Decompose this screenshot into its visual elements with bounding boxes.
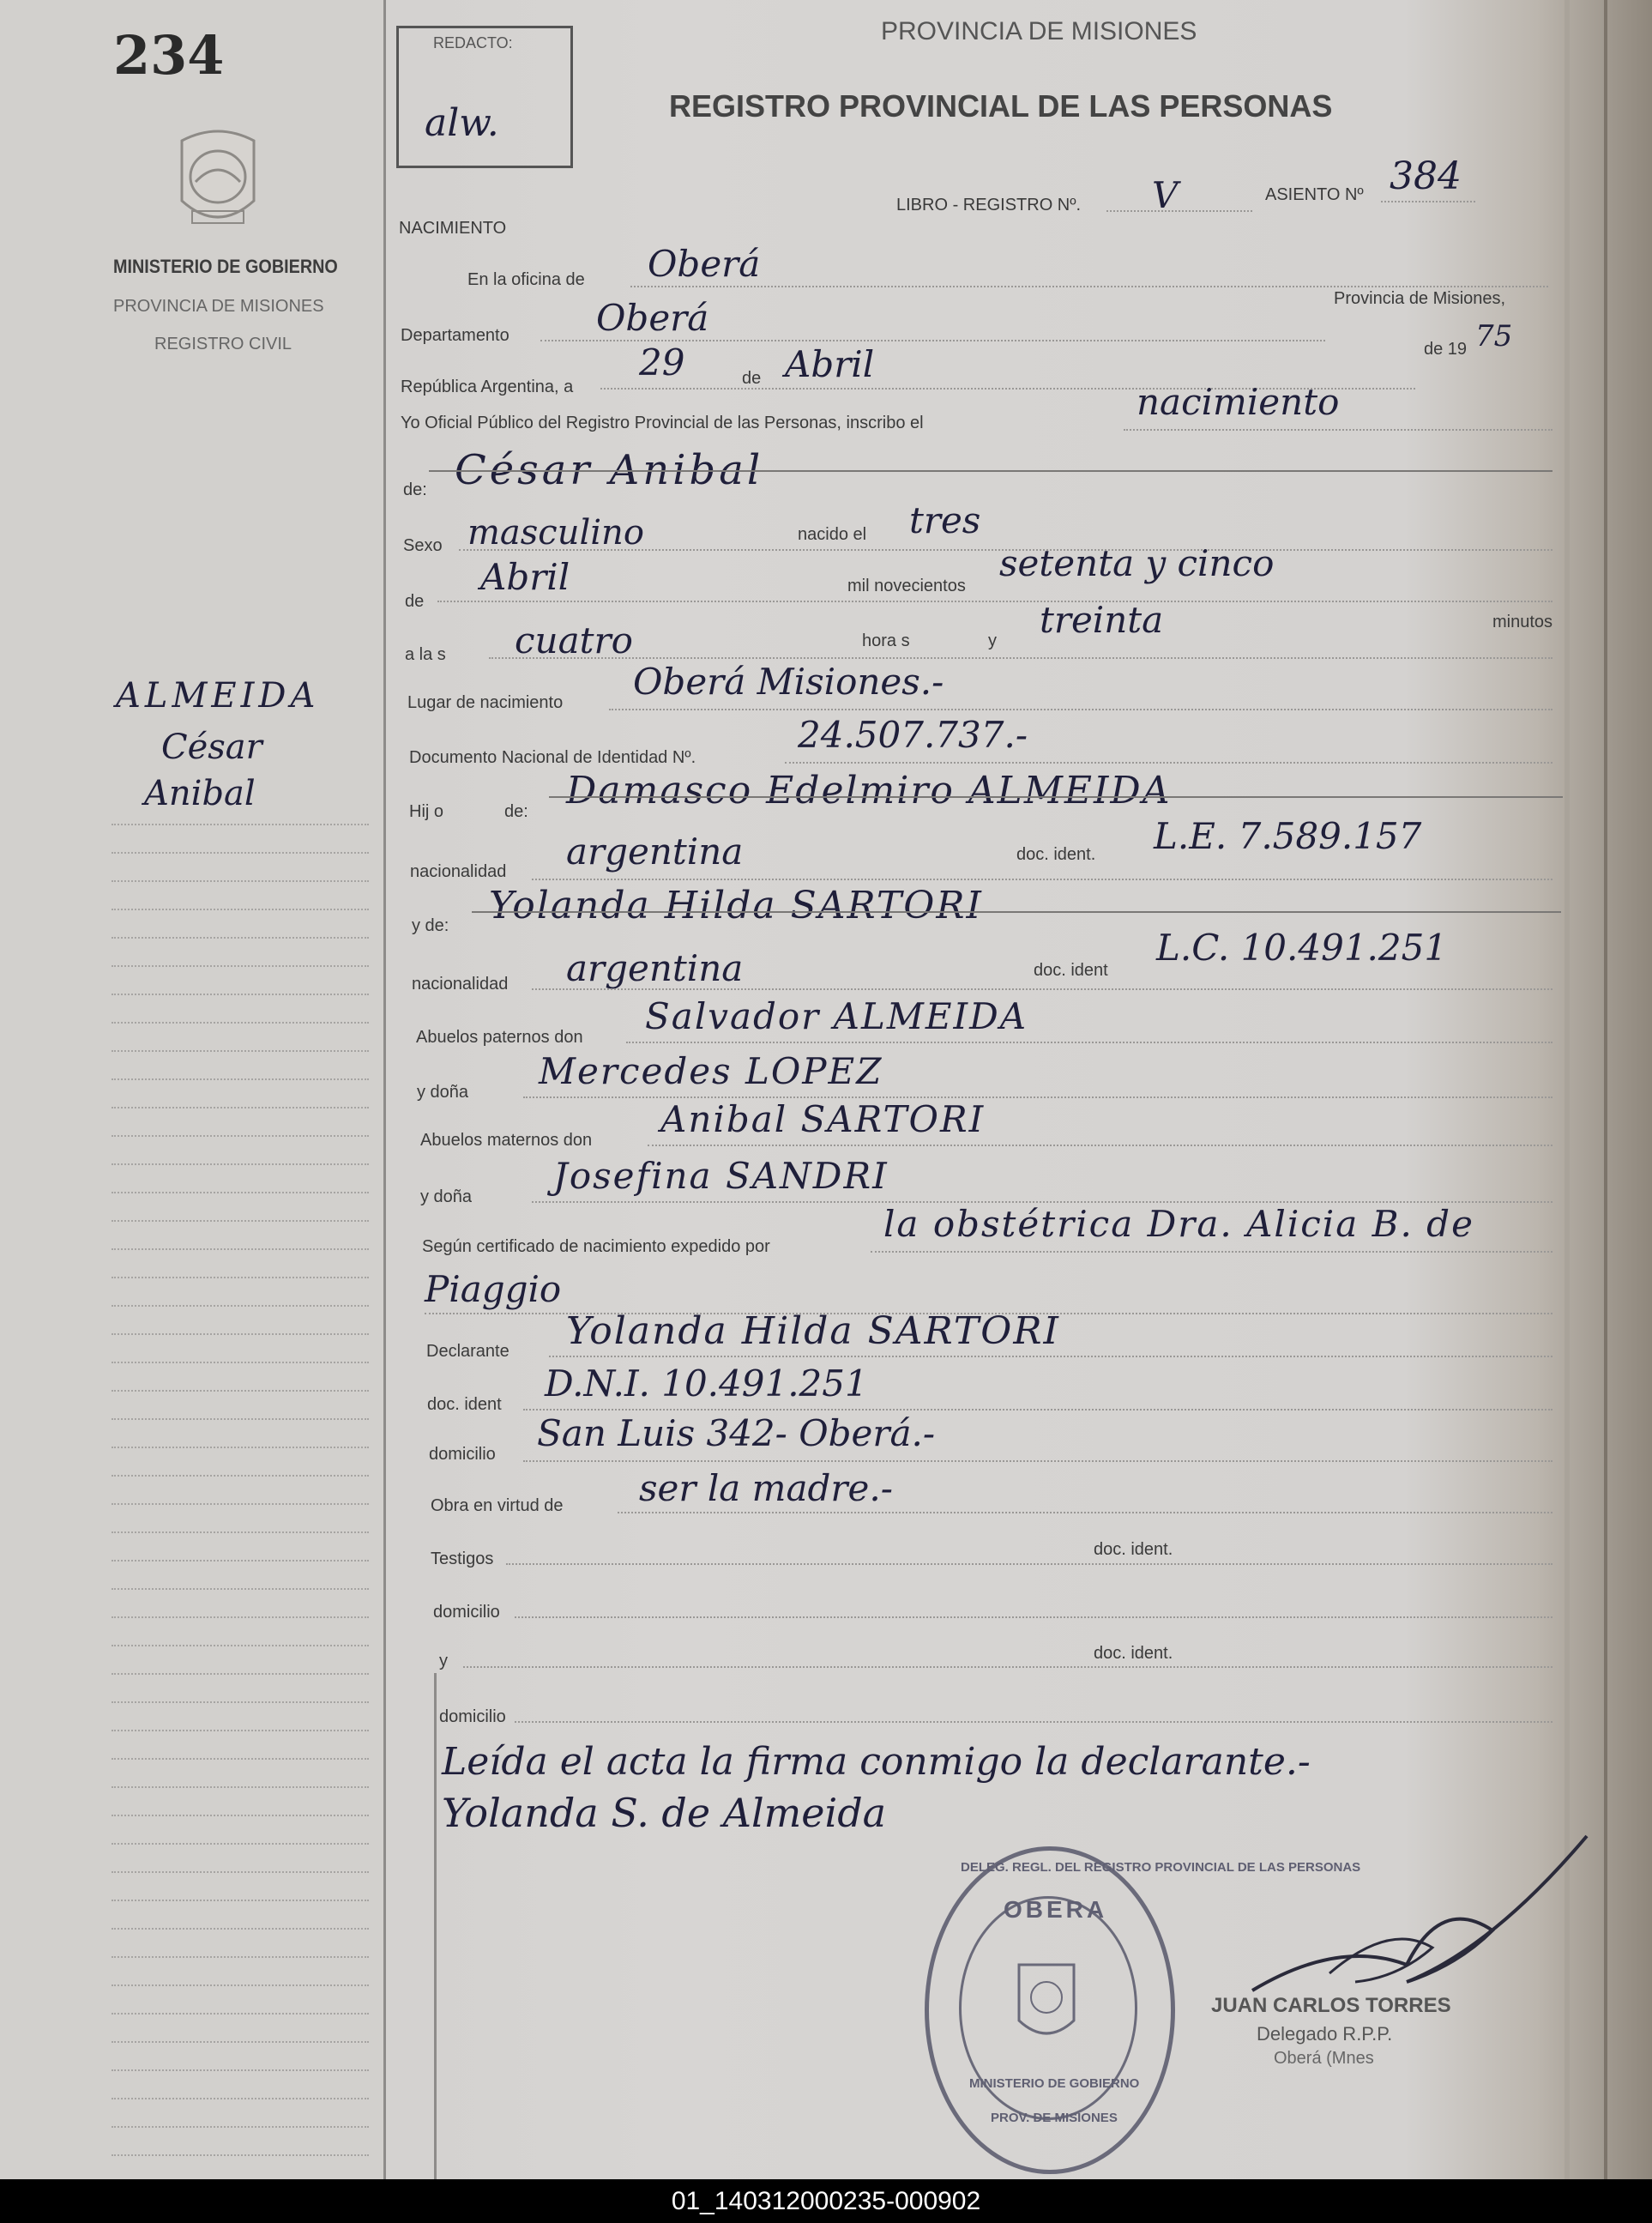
margin-ruled-line	[112, 1871, 369, 1873]
domicilio3-label: domicilio	[439, 1707, 506, 1726]
y-label: y	[988, 631, 997, 650]
oficina-label: En la oficina de	[467, 270, 585, 289]
margin-ruled-line	[112, 1163, 369, 1165]
departamento-label: Departamento	[401, 326, 509, 345]
dia-value: 29	[639, 341, 685, 384]
margin-ruled-line	[112, 1531, 369, 1533]
de2-label: de:	[403, 480, 427, 499]
margin-ruled-line	[112, 1730, 369, 1731]
docid-testigo-label: doc. ident.	[1094, 1540, 1173, 1559]
margin-ruled-line	[112, 1248, 369, 1250]
asiento-value: 384	[1390, 154, 1462, 198]
abuela-paterna: Mercedes LOPEZ	[539, 1050, 883, 1092]
nacido-dia: tres	[909, 499, 981, 541]
margin-ruled-line	[112, 1050, 369, 1052]
padre-nacionalidad: argentina	[566, 831, 744, 873]
stamp-crest-icon	[1012, 1956, 1081, 2051]
testigos-label: Testigos	[431, 1549, 494, 1568]
margin-ruled-line	[112, 2098, 369, 2099]
lugar-value: Oberá Misiones.-	[633, 661, 944, 703]
minutos-value: treinta	[1040, 599, 1164, 641]
padre-doc: L.E. 7.589.157	[1154, 815, 1422, 857]
record-type: NACIMIENTO	[399, 219, 507, 238]
acto-value: nacimiento	[1137, 381, 1340, 423]
margin-ruled-line	[112, 2013, 369, 2015]
margin-ruled-line	[112, 880, 369, 882]
hijo-de-label: de:	[504, 802, 528, 821]
margin-ruled-line	[112, 1220, 369, 1222]
footer-image-id: 01_140312000235-000902	[0, 2179, 1652, 2223]
de-label: de	[742, 369, 762, 388]
margin-ruled-line	[112, 1701, 369, 1703]
margin-ruled-line	[112, 2069, 369, 2071]
margin-ruled-line	[112, 1928, 369, 1930]
closing-signature: Yolanda S. de Almeida	[442, 1790, 887, 1836]
yde-label: y de:	[412, 916, 449, 935]
oficina-value: Oberá	[648, 243, 761, 285]
page-number: 234	[113, 24, 225, 87]
departamento-value: Oberá	[596, 297, 709, 339]
margin-ruled-line	[112, 1588, 369, 1590]
docid-madre-label: doc. ident	[1034, 961, 1108, 980]
margin-ruled-line	[112, 1078, 369, 1080]
libro-value: V	[1152, 174, 1179, 216]
margin-ruled-line	[112, 1447, 369, 1448]
declarante-doc: D.N.I. 10.491.251	[545, 1362, 868, 1404]
hijo-label: Hij o	[409, 802, 444, 821]
minutos-label: minutos	[1492, 613, 1553, 631]
dni-value: 24.507.737.-	[798, 714, 1028, 756]
margin-ruled-line	[112, 1277, 369, 1278]
padre-value: Damasco Edelmiro ALMEIDA	[566, 769, 1172, 812]
docid-padre-label: doc. ident.	[1016, 845, 1096, 864]
segun-label: Según certificado de nacimiento expedido por	[422, 1237, 770, 1256]
de3-label: de	[405, 592, 425, 611]
segun-value: la obstétrica Dra. Alicia B. de	[883, 1203, 1474, 1245]
header-province: PROVINCIA DE MISIONES	[881, 17, 1197, 45]
margin-ruled-line	[112, 1333, 369, 1335]
segun-value-2: Piaggio	[425, 1268, 562, 1310]
republica-label: República Argentina, a	[401, 378, 574, 396]
alas-label: a la s	[405, 645, 446, 664]
margin-ruled-line	[112, 1135, 369, 1137]
margin-ruled-line	[112, 937, 369, 939]
margin-ruled-line	[112, 1900, 369, 1901]
margin-column	[0, 0, 383, 2179]
declarante-value: Yolanda Hilda SARTORI	[566, 1309, 1060, 1353]
stamp-ministerio: MINISTERIO DE GOBIERNO	[969, 2076, 1140, 2091]
abuelo-paterno: Salvador ALMEIDA	[645, 995, 1028, 1037]
nombre-value: César Anibal	[455, 446, 764, 494]
margin-ruled-line	[112, 1560, 369, 1562]
madre-doc: L.C. 10.491.251	[1156, 927, 1448, 969]
dni-label: Documento Nacional de Identidad Nº.	[409, 748, 696, 767]
y2-label: y	[439, 1652, 448, 1670]
margin-ruled-line	[112, 1107, 369, 1108]
province-label: PROVINCIA DE MISIONES	[113, 297, 324, 316]
asiento-label: ASIENTO Nº	[1265, 185, 1364, 204]
redacto-label: REDACTO:	[433, 34, 513, 51]
obra-label: Obra en virtud de	[431, 1496, 564, 1515]
ydona-paterna-label: y doña	[417, 1083, 469, 1102]
margin-name-1: César	[161, 728, 262, 767]
oficial-label: Yo Oficial Público del Registro Provincial de las Personas, inscribo el	[401, 414, 924, 432]
margin-ruled-line	[112, 1390, 369, 1392]
abuelo-materno: Anibal SARTORI	[660, 1098, 986, 1140]
provincia-label: Provincia de Misiones,	[1334, 289, 1506, 308]
nacido-label: nacido el	[798, 525, 867, 544]
margin-ruled-line	[112, 965, 369, 967]
sexo-value: masculino	[467, 513, 644, 553]
margin-ruled-line	[112, 1956, 369, 1958]
mil-label: mil novecientos	[847, 577, 966, 595]
docid-declarante-label: doc. ident	[427, 1395, 502, 1414]
nacido-anio: setenta y cinco	[999, 542, 1275, 584]
margin-ruled-line	[112, 1503, 369, 1505]
lugar-label: Lugar de nacimiento	[407, 693, 564, 712]
madre-nacionalidad: argentina	[566, 947, 744, 989]
margin-ruled-line	[112, 1673, 369, 1675]
anio-label: de 19	[1424, 340, 1468, 359]
margin-ruled-line	[112, 1645, 369, 1646]
margin-ruled-line	[112, 1192, 369, 1193]
domicilio-label: domicilio	[429, 1445, 496, 1464]
official-title: Delegado R.P.P.	[1257, 2023, 1393, 2045]
margin-ruled-line	[112, 852, 369, 854]
margin-ruled-line	[112, 824, 369, 825]
margin-ruled-line	[112, 2041, 369, 2043]
margin-name-2: Anibal	[144, 774, 256, 813]
obra-value: ser la madre.-	[639, 1467, 893, 1509]
margin-ruled-line	[112, 2154, 369, 2156]
margin-ruled-line	[112, 994, 369, 995]
declarante-label: Declarante	[426, 1342, 509, 1361]
margin-ruled-line	[112, 1475, 369, 1477]
abuelos-paternos-label: Abuelos paternos don	[416, 1028, 583, 1047]
signature-rule	[434, 1673, 437, 2179]
domicilio-value: San Luis 342- Oberá.-	[537, 1412, 936, 1454]
official-name: JUAN CARLOS TORRES	[1211, 1994, 1451, 2017]
libro-label: LIBRO - REGISTRO Nº.	[896, 196, 1082, 214]
official-place: Oberá (Mnes	[1274, 2049, 1374, 2068]
margin-ruled-line	[112, 1022, 369, 1024]
abuela-materna: Josefina SANDRI	[553, 1155, 889, 1197]
mes-value: Abril	[785, 343, 875, 385]
nacido-mes: Abril	[480, 556, 570, 598]
header-title: REGISTRO PROVINCIAL DE LAS PERSONAS	[669, 88, 1333, 124]
closing-line-1: Leída el acta la firma conmigo la declarante.-	[442, 1740, 1311, 1784]
crest-icon	[170, 122, 266, 242]
margin-ruled-line	[112, 1418, 369, 1420]
stamp-text: DELEG. REGL. DEL REGISTRO PROVINCIAL DE LAS PERSONAS	[961, 1860, 1361, 1875]
domicilio2-label: domicilio	[433, 1603, 500, 1622]
margin-ruled-line	[112, 2126, 369, 2128]
hora-value: cuatro	[515, 619, 633, 661]
page-edge-shadow	[1604, 0, 1607, 2179]
ministry-label: MINISTERIO DE GOBIERNO	[113, 256, 338, 277]
stamp-city: OBERA	[1004, 1896, 1108, 1923]
margin-ruled-line	[112, 909, 369, 910]
redacto-initials: alw.	[425, 101, 499, 145]
margin-ruled-line	[112, 1616, 369, 1618]
margin-ruled-line	[112, 1305, 369, 1307]
margin-ruled-line	[112, 1843, 369, 1845]
nacionalidad-padre-label: nacionalidad	[410, 862, 507, 881]
margin-rule	[383, 0, 386, 2179]
ydona-materna-label: y doña	[420, 1187, 473, 1206]
stamp-province: PROV. DE MISIONES	[991, 2111, 1118, 2125]
anio-value: 75	[1475, 319, 1513, 353]
docid-testigo2-label: doc. ident.	[1094, 1644, 1173, 1663]
horas-label: hora s	[862, 631, 910, 650]
madre-value: Yolanda Hilda SARTORI	[489, 884, 983, 927]
margin-ruled-line	[112, 1984, 369, 1986]
margin-surname: ALMEIDA	[116, 676, 320, 716]
registry-label: REGISTRO CIVIL	[154, 335, 292, 353]
margin-ruled-line	[112, 1758, 369, 1760]
margin-ruled-line	[112, 1786, 369, 1788]
abuelos-maternos-label: Abuelos maternos don	[420, 1131, 593, 1150]
sexo-label: Sexo	[403, 536, 443, 555]
margin-ruled-line	[112, 1815, 369, 1816]
margin-ruled-line	[112, 1362, 369, 1363]
nacionalidad-madre-label: nacionalidad	[412, 975, 509, 994]
